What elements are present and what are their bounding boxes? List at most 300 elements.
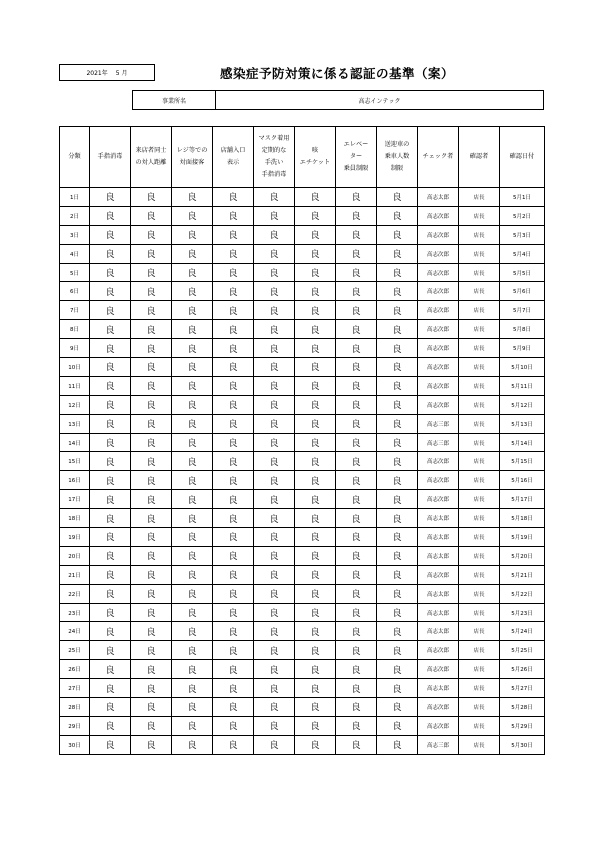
confirm-date-cell: 5月13日: [500, 414, 545, 433]
status-mark-cell: 良: [336, 641, 377, 660]
approver-cell: 店長: [459, 225, 500, 244]
confirm-date-cell: 5月11日: [500, 376, 545, 395]
day-cell: 3日: [60, 225, 90, 244]
column-header: [336, 127, 377, 188]
column-header-line: 手指消毒: [261, 171, 287, 178]
status-mark-cell: 良: [131, 358, 172, 377]
status-mark-cell: 良: [336, 320, 377, 339]
table-row: [60, 490, 545, 509]
status-mark-cell: 良: [377, 339, 418, 358]
status-mark-cell: 良: [377, 471, 418, 490]
status-mark-cell: 良: [295, 490, 336, 509]
status-mark-cell: 良: [172, 244, 213, 263]
confirm-date-cell: 5月3日: [500, 225, 545, 244]
status-mark-cell: 良: [295, 339, 336, 358]
status-mark-cell: 良: [90, 603, 131, 622]
status-mark-cell: 良: [172, 509, 213, 528]
column-header-line: 定期的な: [261, 147, 287, 154]
status-mark-cell: 良: [172, 301, 213, 320]
confirm-date-cell: 5月14日: [500, 433, 545, 452]
day-cell: 8日: [60, 320, 90, 339]
status-mark-cell: 良: [336, 339, 377, 358]
confirm-date-cell: 5月23日: [500, 603, 545, 622]
status-mark-cell: 良: [377, 244, 418, 263]
status-mark-cell: 良: [213, 565, 254, 584]
status-mark-cell: 良: [336, 565, 377, 584]
table-row: [60, 622, 545, 641]
status-mark-cell: 良: [377, 509, 418, 528]
checker-cell: 高志次郎: [418, 490, 459, 509]
table-row: [60, 301, 545, 320]
status-mark-cell: 良: [90, 320, 131, 339]
status-mark-cell: 良: [254, 376, 295, 395]
status-mark-cell: 良: [90, 565, 131, 584]
column-header-line: 表示: [226, 159, 240, 166]
status-mark-cell: 良: [377, 716, 418, 735]
status-mark-cell: 良: [377, 452, 418, 471]
status-mark-cell: 良: [295, 528, 336, 547]
checker-cell: 高志太郎: [418, 546, 459, 565]
status-mark-cell: 良: [295, 358, 336, 377]
status-mark-cell: 良: [90, 509, 131, 528]
status-mark-cell: 良: [131, 376, 172, 395]
confirm-date-cell: 5月6日: [500, 282, 545, 301]
status-mark-cell: 良: [295, 641, 336, 660]
status-mark-cell: 良: [131, 188, 172, 207]
confirm-date-cell: 5月22日: [500, 584, 545, 603]
approver-cell: 店長: [459, 546, 500, 565]
status-mark-cell: 良: [172, 206, 213, 225]
status-mark-cell: 良: [172, 641, 213, 660]
status-mark-cell: 良: [213, 339, 254, 358]
status-mark-cell: 良: [213, 395, 254, 414]
day-cell: 5日: [60, 263, 90, 282]
status-mark-cell: 良: [377, 528, 418, 547]
status-mark-cell: 良: [295, 471, 336, 490]
status-mark-cell: 良: [90, 282, 131, 301]
table-row: [60, 263, 545, 282]
status-mark-cell: 良: [254, 339, 295, 358]
day-cell: 16日: [60, 471, 90, 490]
status-mark-cell: 良: [254, 244, 295, 263]
status-mark-cell: 良: [90, 716, 131, 735]
status-mark-cell: 良: [295, 433, 336, 452]
approver-cell: 店長: [459, 358, 500, 377]
status-mark-cell: 良: [254, 433, 295, 452]
status-mark-cell: 良: [172, 660, 213, 679]
status-mark-cell: 良: [295, 282, 336, 301]
table-row: [60, 509, 545, 528]
status-mark-cell: 良: [295, 735, 336, 754]
table-row: [60, 660, 545, 679]
status-mark-cell: 良: [336, 490, 377, 509]
status-mark-cell: 良: [90, 546, 131, 565]
status-mark-cell: 良: [131, 565, 172, 584]
approver-cell: 店長: [459, 528, 500, 547]
column-header: [213, 127, 254, 188]
column-header: [90, 127, 131, 188]
status-mark-cell: 良: [377, 698, 418, 717]
checker-cell: 高志次郎: [418, 376, 459, 395]
column-header: [131, 127, 172, 188]
day-cell: 29日: [60, 716, 90, 735]
day-cell: 25日: [60, 641, 90, 660]
approver-cell: 店長: [459, 641, 500, 660]
status-mark-cell: 良: [377, 641, 418, 660]
status-mark-cell: 良: [295, 225, 336, 244]
column-header-line: 手指消毒: [97, 153, 123, 160]
status-mark-cell: 良: [131, 716, 172, 735]
confirm-date-cell: 5月19日: [500, 528, 545, 547]
checker-cell: 高志次郎: [418, 263, 459, 282]
status-mark-cell: 良: [131, 414, 172, 433]
status-mark-cell: 良: [254, 263, 295, 282]
day-cell: 23日: [60, 603, 90, 622]
status-mark-cell: 良: [213, 490, 254, 509]
status-mark-cell: 良: [90, 528, 131, 547]
status-mark-cell: 良: [377, 225, 418, 244]
status-mark-cell: 良: [90, 584, 131, 603]
status-mark-cell: 良: [131, 679, 172, 698]
column-header: [377, 127, 418, 188]
status-mark-cell: 良: [336, 395, 377, 414]
status-mark-cell: 良: [336, 358, 377, 377]
table-row: [60, 735, 545, 754]
checker-cell: 高志太郎: [418, 188, 459, 207]
column-header-line: エレベー: [343, 141, 369, 148]
approver-cell: 店長: [459, 584, 500, 603]
column-header: [172, 127, 213, 188]
column-header: [500, 127, 545, 188]
approver-cell: 店長: [459, 716, 500, 735]
confirm-date-cell: 5月28日: [500, 698, 545, 717]
approver-cell: 店長: [459, 603, 500, 622]
status-mark-cell: 良: [336, 660, 377, 679]
table-row: [60, 528, 545, 547]
status-mark-cell: 良: [254, 528, 295, 547]
status-mark-cell: 良: [377, 679, 418, 698]
status-mark-cell: 良: [172, 452, 213, 471]
status-mark-cell: 良: [295, 679, 336, 698]
status-mark-cell: 良: [254, 282, 295, 301]
day-cell: 28日: [60, 698, 90, 717]
status-mark-cell: 良: [131, 641, 172, 660]
status-mark-cell: 良: [336, 471, 377, 490]
status-mark-cell: 良: [254, 546, 295, 565]
status-mark-cell: 良: [131, 660, 172, 679]
checker-cell: 高志次郎: [418, 282, 459, 301]
status-mark-cell: 良: [295, 698, 336, 717]
day-cell: 19日: [60, 528, 90, 547]
status-mark-cell: 良: [172, 188, 213, 207]
checker-cell: 高志次郎: [418, 698, 459, 717]
table-row: [60, 414, 545, 433]
approver-cell: 店長: [459, 282, 500, 301]
status-mark-cell: 良: [172, 225, 213, 244]
day-cell: 13日: [60, 414, 90, 433]
status-mark-cell: 良: [172, 471, 213, 490]
table-row: [60, 395, 545, 414]
status-mark-cell: 良: [131, 206, 172, 225]
status-mark-cell: 良: [295, 546, 336, 565]
table-row: [60, 206, 545, 225]
day-cell: 26日: [60, 660, 90, 679]
status-mark-cell: 良: [336, 509, 377, 528]
status-mark-cell: 良: [131, 339, 172, 358]
status-mark-cell: 良: [213, 679, 254, 698]
status-mark-cell: 良: [90, 660, 131, 679]
approver-cell: 店長: [459, 490, 500, 509]
status-mark-cell: 良: [336, 528, 377, 547]
status-mark-cell: 良: [131, 263, 172, 282]
status-mark-cell: 良: [90, 301, 131, 320]
status-mark-cell: 良: [377, 320, 418, 339]
status-mark-cell: 良: [336, 698, 377, 717]
status-mark-cell: 良: [336, 301, 377, 320]
status-mark-cell: 良: [172, 679, 213, 698]
status-mark-cell: 良: [295, 320, 336, 339]
status-mark-cell: 良: [295, 376, 336, 395]
status-mark-cell: 良: [213, 206, 254, 225]
status-mark-cell: 良: [254, 206, 295, 225]
column-header-line: 分類: [68, 153, 81, 160]
page-title: 感染症予防対策に係る認証の基準（案）: [220, 66, 455, 81]
status-mark-cell: 良: [90, 339, 131, 358]
status-mark-cell: 良: [254, 622, 295, 641]
checker-cell: 高志次郎: [418, 339, 459, 358]
column-header-line: 確認日付: [509, 153, 535, 160]
status-mark-cell: 良: [377, 433, 418, 452]
status-mark-cell: 良: [254, 698, 295, 717]
confirm-date-cell: 5月2日: [500, 206, 545, 225]
confirm-date-cell: 5月29日: [500, 716, 545, 735]
approver-cell: 店長: [459, 660, 500, 679]
column-header-line: レジ等での: [176, 147, 208, 154]
status-mark-cell: 良: [131, 546, 172, 565]
status-mark-cell: 良: [213, 603, 254, 622]
status-mark-cell: 良: [254, 679, 295, 698]
confirm-date-cell: 5月10日: [500, 358, 545, 377]
status-mark-cell: 良: [213, 263, 254, 282]
status-mark-cell: 良: [213, 509, 254, 528]
status-mark-cell: 良: [377, 263, 418, 282]
status-mark-cell: 良: [213, 716, 254, 735]
confirm-date-cell: 5月27日: [500, 679, 545, 698]
checker-cell: 高志太郎: [418, 679, 459, 698]
status-mark-cell: 良: [90, 358, 131, 377]
day-cell: 2日: [60, 206, 90, 225]
column-header: [60, 127, 90, 188]
status-mark-cell: 良: [172, 716, 213, 735]
table-row: [60, 358, 545, 377]
status-mark-cell: 良: [254, 716, 295, 735]
day-cell: 20日: [60, 546, 90, 565]
status-mark-cell: 良: [213, 244, 254, 263]
approver-cell: 店長: [459, 244, 500, 263]
status-mark-cell: 良: [254, 301, 295, 320]
status-mark-cell: 良: [295, 263, 336, 282]
table-row: [60, 698, 545, 717]
status-mark-cell: 良: [90, 452, 131, 471]
status-mark-cell: 良: [377, 735, 418, 754]
checker-cell: 高志太郎: [418, 584, 459, 603]
checker-cell: 高志次郎: [418, 716, 459, 735]
status-mark-cell: 良: [295, 603, 336, 622]
status-mark-cell: 良: [377, 358, 418, 377]
checklist-table: [59, 126, 545, 755]
status-mark-cell: 良: [90, 225, 131, 244]
approver-cell: 店長: [459, 622, 500, 641]
column-header: [418, 127, 459, 188]
status-mark-cell: 良: [172, 622, 213, 641]
table-row: [60, 565, 545, 584]
status-mark-cell: 良: [336, 414, 377, 433]
status-mark-cell: 良: [336, 584, 377, 603]
column-header-line: 確認者: [469, 153, 489, 160]
checker-cell: 高志次郎: [418, 244, 459, 263]
checker-cell: 高志太郎: [418, 603, 459, 622]
status-mark-cell: 良: [90, 433, 131, 452]
column-header-line: 送迎車の: [384, 141, 410, 148]
table-row: [60, 225, 545, 244]
status-mark-cell: 良: [90, 188, 131, 207]
status-mark-cell: 良: [131, 433, 172, 452]
confirm-date-cell: 5月30日: [500, 735, 545, 754]
status-mark-cell: 良: [131, 528, 172, 547]
status-mark-cell: 良: [254, 395, 295, 414]
day-cell: 21日: [60, 565, 90, 584]
status-mark-cell: 良: [172, 433, 213, 452]
year-month-box: [59, 64, 155, 81]
status-mark-cell: 良: [295, 565, 336, 584]
status-mark-cell: 良: [336, 452, 377, 471]
status-mark-cell: 良: [172, 698, 213, 717]
month-text: 5 月: [115, 70, 128, 77]
status-mark-cell: 良: [172, 490, 213, 509]
year-text: 2021年: [86, 70, 108, 77]
status-mark-cell: 良: [377, 301, 418, 320]
confirm-date-cell: 5月24日: [500, 622, 545, 641]
status-mark-cell: 良: [377, 603, 418, 622]
status-mark-cell: 良: [295, 660, 336, 679]
status-mark-cell: 良: [131, 735, 172, 754]
column-header-line: チェック者: [422, 153, 454, 160]
confirm-date-cell: 5月20日: [500, 546, 545, 565]
approver-cell: 店長: [459, 565, 500, 584]
status-mark-cell: 良: [254, 584, 295, 603]
status-mark-cell: 良: [377, 490, 418, 509]
column-header-line: マスク着用: [258, 135, 290, 142]
status-mark-cell: 良: [377, 395, 418, 414]
status-mark-cell: 良: [213, 641, 254, 660]
column-header: [254, 127, 295, 188]
day-cell: 24日: [60, 622, 90, 641]
status-mark-cell: 良: [336, 622, 377, 641]
column-header-line: 店舗入口: [220, 147, 246, 154]
status-mark-cell: 良: [377, 660, 418, 679]
day-cell: 22日: [60, 584, 90, 603]
status-mark-cell: 良: [213, 414, 254, 433]
status-mark-cell: 良: [131, 584, 172, 603]
status-mark-cell: 良: [90, 471, 131, 490]
day-cell: 7日: [60, 301, 90, 320]
status-mark-cell: 良: [90, 641, 131, 660]
status-mark-cell: 良: [213, 282, 254, 301]
status-mark-cell: 良: [336, 433, 377, 452]
confirm-date-cell: 5月17日: [500, 490, 545, 509]
table-row: [60, 584, 545, 603]
checker-cell: 高志太郎: [418, 528, 459, 547]
approver-cell: 店長: [459, 735, 500, 754]
approver-cell: 店長: [459, 698, 500, 717]
day-cell: 9日: [60, 339, 90, 358]
table-row: [60, 716, 545, 735]
status-mark-cell: 良: [131, 395, 172, 414]
status-mark-cell: 良: [377, 376, 418, 395]
status-mark-cell: 良: [295, 244, 336, 263]
status-mark-cell: 良: [131, 622, 172, 641]
status-mark-cell: 良: [213, 376, 254, 395]
confirm-date-cell: 5月8日: [500, 320, 545, 339]
column-header-line: 乗員制限: [343, 165, 369, 172]
status-mark-cell: 良: [295, 188, 336, 207]
status-mark-cell: 良: [213, 301, 254, 320]
status-mark-cell: 良: [377, 546, 418, 565]
status-mark-cell: 良: [90, 622, 131, 641]
status-mark-cell: 良: [172, 376, 213, 395]
checker-cell: 高志次郎: [418, 641, 459, 660]
confirm-date-cell: 5月7日: [500, 301, 545, 320]
status-mark-cell: 良: [131, 244, 172, 263]
checker-cell: 高志次郎: [418, 320, 459, 339]
day-cell: 1日: [60, 188, 90, 207]
column-header-line: 手洗い: [264, 159, 284, 166]
approver-cell: 店長: [459, 301, 500, 320]
status-mark-cell: 良: [172, 339, 213, 358]
status-mark-cell: 良: [131, 225, 172, 244]
status-mark-cell: 良: [172, 565, 213, 584]
status-mark-cell: 良: [213, 225, 254, 244]
confirm-date-cell: 5月5日: [500, 263, 545, 282]
status-mark-cell: 良: [254, 225, 295, 244]
status-mark-cell: 良: [295, 509, 336, 528]
status-mark-cell: 良: [131, 490, 172, 509]
status-mark-cell: 良: [172, 528, 213, 547]
confirm-date-cell: 5月18日: [500, 509, 545, 528]
table-row: [60, 188, 545, 207]
approver-cell: 店長: [459, 414, 500, 433]
status-mark-cell: 良: [213, 433, 254, 452]
status-mark-cell: 良: [90, 698, 131, 717]
business-box: [132, 90, 544, 110]
business-name: 高志インテック: [358, 97, 401, 105]
confirm-date-cell: 5月15日: [500, 452, 545, 471]
approver-cell: 店長: [459, 395, 500, 414]
status-mark-cell: 良: [213, 471, 254, 490]
confirm-date-cell: 5月26日: [500, 660, 545, 679]
table-row: [60, 603, 545, 622]
status-mark-cell: 良: [295, 716, 336, 735]
status-mark-cell: 良: [172, 584, 213, 603]
status-mark-cell: 良: [295, 452, 336, 471]
column-header-line: の対人距離: [135, 159, 167, 166]
confirm-date-cell: 5月9日: [500, 339, 545, 358]
status-mark-cell: 良: [336, 282, 377, 301]
confirm-date-cell: 5月16日: [500, 471, 545, 490]
day-cell: 17日: [60, 490, 90, 509]
table-row: [60, 641, 545, 660]
status-mark-cell: 良: [336, 679, 377, 698]
